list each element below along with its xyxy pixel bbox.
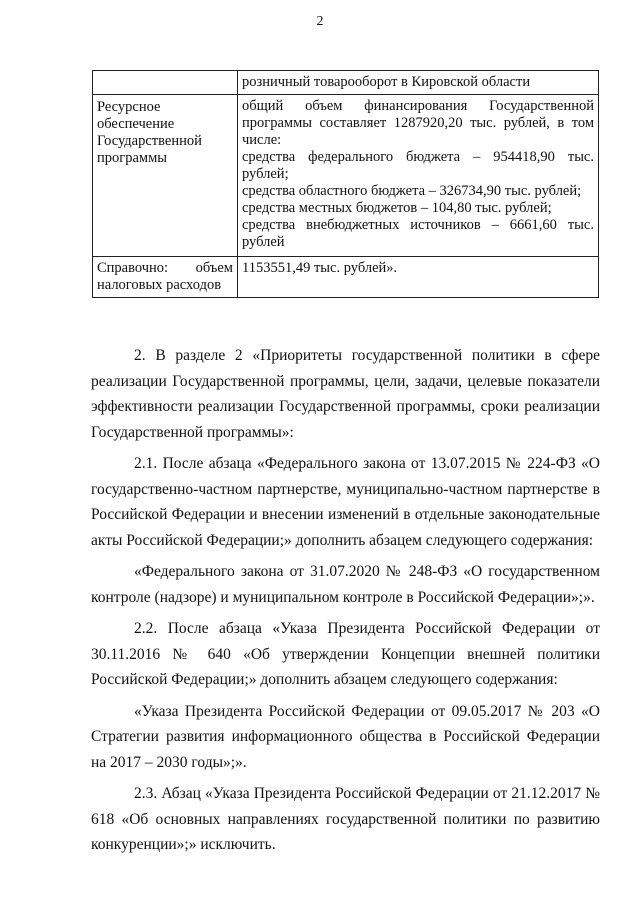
paragraph-quote-203: «Указа Президента Российской Федерации от 09.05.2017 № 203 «О Стратегии развития информационного общества в Российской Федерации на 2017 – 2030 годы»;». (91, 702, 600, 771)
table-cell-value: розничный товарооборот в Кировской области (238, 71, 599, 95)
funding-federal: средства федерального бюджета – 954418,90 тыс. рублей; (242, 149, 594, 182)
funding-local: средства местных бюджетов – 104,80 тыс. рублей; (242, 200, 552, 216)
paragraph-2-3: 2.3. Абзац «Указа Президента Российской Федерации от 21.12.2017 № 618 «Об основных направлениях государственной политики по развитию конкуренции»;» исключить. (91, 785, 600, 853)
label-part: Справочно: (97, 260, 169, 276)
paragraph-quote-248: «Федерального закона от 31.07.2020 № 248-ФЗ «О государственном контроле (надзоре) и муниципальном контроле в Российской Федерации»;». (91, 563, 600, 606)
paragraph-2-2: 2.2. После абзаца «Указа Президента Российской Федерации от 30.11.2016 № 640 «Об утверждении Концепции внешней политики Российской Федерации;» дополнить абзацем следующего содержания: (91, 620, 600, 688)
paragraph-2: 2. В разделе 2 «Приоритеты государственной политики в сфере реализации Государственной программы, цели, задачи, целевые показатели эффективности реализации Государственной программы, сроки реализации Государственной программы»: (91, 347, 600, 441)
table-cell-label (93, 71, 238, 95)
page-number: 2 (316, 14, 324, 29)
funding-total: общий объем финансирования Государственной программы составляет 1287920,20 тыс. рублей, в том числе: (242, 98, 594, 148)
table-cell-label: Ресурсное обеспечение Государственной программы (93, 95, 238, 257)
table-row (93, 257, 599, 298)
table-cell-label (93, 257, 238, 298)
table-row (93, 71, 599, 95)
table-cell-value: 1153551,49 тыс. рублей». (238, 257, 599, 298)
table-cell-value (238, 95, 599, 257)
paragraph-2-1: 2.1. После абзаца «Федерального закона от 13.07.2015 № 224-ФЗ «О государственно-частном партнерстве, муниципально-частном партнерстве в Российской Федерации и внесении изменений в отдельные законодательные акты Российской Федерации;» дополнить абзацем следующего содержания: (91, 455, 600, 549)
program-passport-table (92, 70, 599, 298)
label-part: налоговых расходов (97, 277, 222, 293)
funding-regional: средства областного бюджета – 326734,90 тыс. рублей; (242, 183, 582, 199)
document-body (91, 343, 600, 858)
label-part: объем (195, 260, 233, 276)
table-row (93, 95, 599, 257)
funding-extrabudgetary: средства внебюджетных источников – 6661,60 тыс. рублей (242, 217, 594, 250)
